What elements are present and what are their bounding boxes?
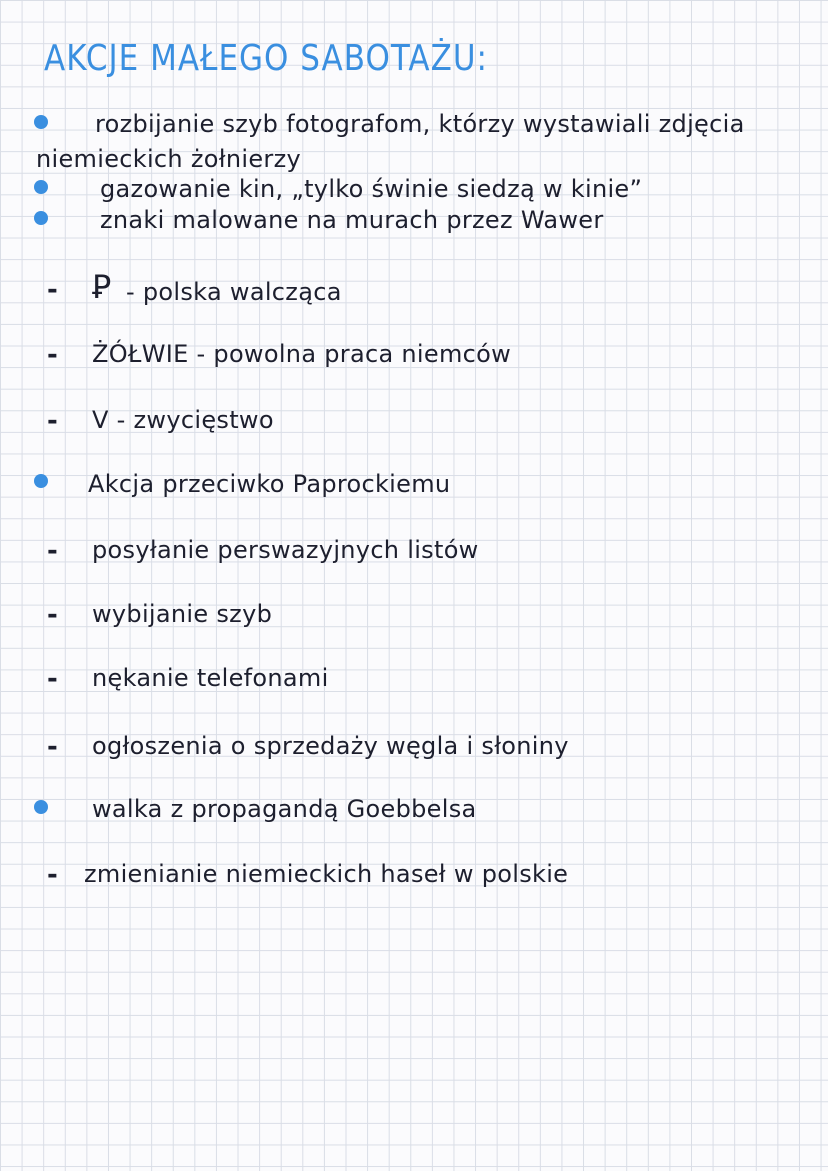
list-item: ogłoszenia o sprzedaży węgla i słoniny <box>92 732 569 760</box>
bullet-dot <box>34 474 48 488</box>
dash-marker: - <box>47 275 58 305</box>
dash-marker: - <box>47 732 58 762</box>
list-item: walka z propagandą Goebbelsa <box>92 795 477 823</box>
kotwica-symbol: Ꝑ <box>92 268 112 306</box>
list-item: znaki malowane na murach przez Wawer <box>100 206 604 234</box>
list-item: gazowanie kin, „tylko świnie siedzą w kinie” <box>100 175 643 203</box>
dash-marker: - <box>47 860 58 890</box>
dash-marker: - <box>47 340 58 370</box>
list-item: nękanie telefonami <box>92 664 329 692</box>
dash-marker: - <box>47 664 58 694</box>
dash-marker: - <box>47 600 58 630</box>
list-item: posyłanie perswazyjnych listów <box>92 536 479 564</box>
dash-marker: - <box>47 406 58 436</box>
list-item-continuation: niemieckich żołnierzy <box>36 145 301 173</box>
bullet-dot <box>34 800 48 814</box>
list-item: V - zwycięstwo <box>92 406 274 434</box>
bullet-dot <box>34 211 48 225</box>
dash-marker: - <box>47 536 58 566</box>
list-item: wybijanie szyb <box>92 600 273 628</box>
list-item: Akcja przeciwko Paprockiemu <box>88 470 451 498</box>
list-item: rozbijanie szyb fotografom, którzy wystawiali zdjęcia <box>95 110 745 138</box>
list-item: ŻÓŁWIE - powolna praca niemców <box>92 340 512 368</box>
list-item: zmienianie niemieckich haseł w polskie <box>84 860 569 888</box>
bullet-dot <box>34 115 48 129</box>
list-item: - polska walcząca <box>126 278 342 306</box>
page-title: AKCJE MAŁEGO SABOTAŻU: <box>44 38 488 80</box>
bullet-dot <box>34 180 48 194</box>
